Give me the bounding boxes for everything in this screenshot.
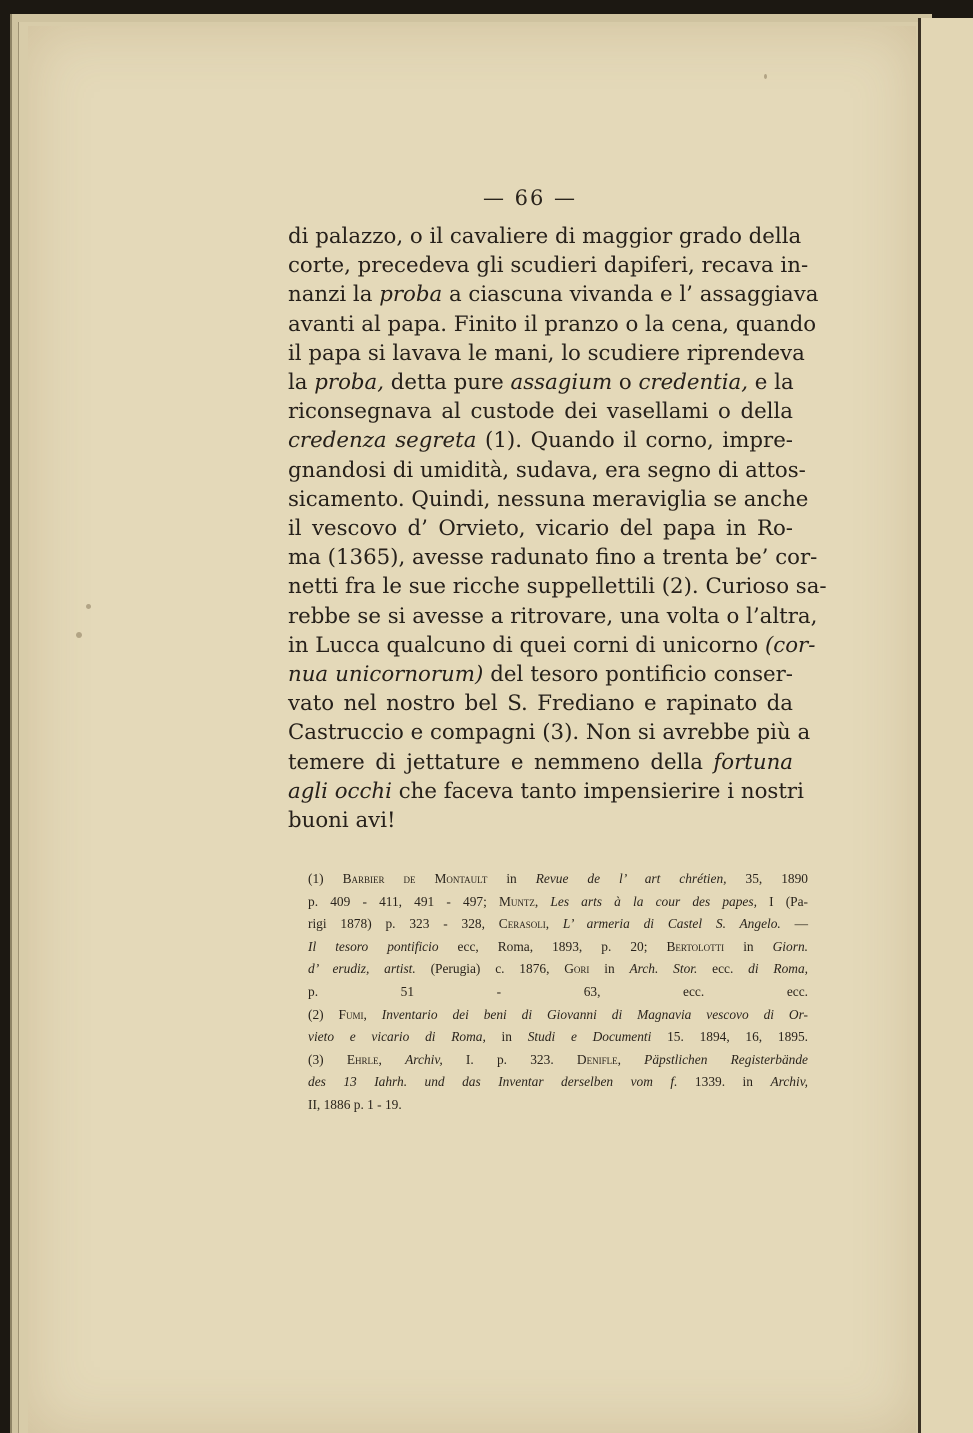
body-line (288, 222, 802, 251)
text-run: ma (1365), avesse radunato fino a trenta be’ cor- (288, 545, 818, 571)
text-run: — (780, 916, 808, 932)
text-run: in (487, 871, 536, 886)
paper-spot (764, 74, 767, 79)
text-run (538, 894, 550, 909)
text-run: rebbe se si avesse a ritrovare, una volta o l’altra, (288, 603, 818, 629)
text-run: Barbier de Montault (342, 871, 488, 886)
text-run: nanzi la (288, 282, 380, 308)
text-run: Archiv, (405, 1051, 443, 1067)
text-run: p. 409 - 411, 491 - 497; (308, 893, 499, 909)
text-run: 35, 1890 (726, 871, 808, 886)
text-run: in (724, 938, 773, 954)
text-run: avanti al papa. Finito il pranzo o la cena, quando (288, 311, 817, 337)
text-run: Muntz, (499, 893, 539, 909)
text-run: (Perugia) c. 1876, (415, 961, 565, 977)
text-run: Studi e Documenti (527, 1029, 652, 1045)
text-run (621, 1052, 644, 1067)
text-run: I (Pa- (756, 893, 809, 909)
text-run: Arch. Stor. (629, 961, 698, 977)
text-run: Gori (564, 961, 590, 977)
body-line (288, 748, 793, 777)
body-line (288, 602, 818, 631)
body-line (288, 426, 793, 455)
body-text (288, 222, 827, 835)
footnote-line (308, 891, 808, 914)
text-run: Ehrle, (346, 1051, 382, 1067)
text-run: rigi 1878) p. 323 - 328, (308, 916, 499, 932)
body-line (288, 485, 809, 514)
text-run: il vescovo d’ Orvieto, vicario del papa in Ro- (288, 516, 793, 542)
text-run: assagium (510, 370, 613, 396)
text-run: o (612, 370, 639, 396)
footnote-line (308, 1049, 808, 1072)
text-run: Giorn. (772, 938, 808, 954)
text-run: proba, (314, 370, 385, 396)
text-run: Il tesoro pontificio (308, 938, 439, 954)
footnote-line (308, 981, 808, 1004)
text-run: (1). Quando il corno, impre- (476, 428, 794, 454)
body-line (288, 280, 819, 309)
text-run: detta pure (384, 370, 511, 396)
text-run: che faceva tanto impensierire i nostri (391, 778, 804, 804)
footnote-line (308, 958, 808, 981)
text-run: netti fra le sue ricche suppellettili (2). Curioso sa- (288, 574, 827, 600)
text-run: gnandosi di umidità, sudava, era segno di attos- (288, 457, 806, 483)
text-run: ecc, Roma, 1893, p. 20; (438, 938, 667, 954)
footnote-line (308, 1094, 808, 1117)
text-run: (cor- (764, 632, 816, 658)
text-run: Cerasoli, (498, 916, 550, 932)
text-run: il papa si lavava le mani, lo scudiere riprendeva (288, 340, 805, 366)
text-run: vato nel nostro bel S. Frediano e rapinato da (288, 691, 793, 717)
text-run: in (589, 961, 630, 977)
text-run: ecc. (697, 961, 749, 977)
facing-page-edge (918, 18, 973, 1433)
body-line (288, 572, 827, 601)
body-line (288, 660, 793, 689)
text-run: di palazzo, o il cavaliere di maggior grado della (288, 224, 802, 249)
text-run: (1) (308, 871, 343, 886)
footnotes (308, 868, 808, 1117)
text-run: corte, precedeva gli scudieri dapiferi, recava in- (288, 253, 809, 279)
text-run: del tesoro pontificio conser- (483, 662, 793, 688)
footnote-line (308, 913, 808, 936)
body-line (288, 251, 809, 280)
text-run: la (288, 370, 315, 396)
text-run: 15. 1894, 16, 1895. (651, 1029, 809, 1045)
text-run: vieto e vicario di Roma, (308, 1029, 486, 1045)
text-run: agli occhi (288, 778, 392, 804)
body-line (288, 689, 793, 718)
body-line (288, 777, 804, 806)
body-line (288, 631, 816, 660)
footnote-line (308, 1026, 808, 1049)
paper-spot (86, 604, 91, 609)
text-run: Päpstlichen Registerbände (644, 1051, 808, 1067)
text-run (382, 1052, 405, 1067)
footnote-line (308, 1071, 808, 1094)
text-run: des 13 Iahrh. und das Inventar derselben vom f. (308, 1074, 678, 1090)
page-number: — 66 — (482, 186, 578, 210)
body-line (288, 368, 793, 397)
text-run: (3) (308, 1051, 347, 1067)
body-line (288, 456, 806, 485)
footnote-line (308, 936, 808, 959)
text-run: II, 1886 p. 1 - 19. (308, 1096, 402, 1112)
text-run (549, 916, 563, 931)
text-run: I. p. 323. (442, 1051, 577, 1067)
body-line (288, 543, 818, 572)
text-run: Fumi, (338, 1006, 367, 1022)
text-run: fortuna (713, 749, 793, 775)
paper-spot (76, 632, 82, 638)
text-run: L’ armeria di Castel S. Angelo. (562, 916, 781, 932)
text-run: Archiv, (770, 1074, 809, 1090)
body-line (288, 514, 793, 543)
text-run: Denifle, (576, 1051, 621, 1067)
text-run: di Roma, (748, 961, 808, 977)
text-run: Inventario dei beni di Giovanni di Magnavia vescovo di Or- (381, 1006, 808, 1022)
text-run: in (485, 1029, 528, 1045)
body-line (288, 718, 811, 747)
body-line (288, 310, 817, 339)
body-line (288, 397, 793, 426)
footnote-line (308, 868, 808, 891)
text-run: e la (748, 370, 794, 396)
text-run (367, 1007, 382, 1022)
text-run: riconsegnava al custode dei vasellami o della (288, 399, 793, 425)
text-run: (2) (308, 1006, 339, 1022)
text-run: 1339. in (677, 1074, 771, 1090)
text-run: credenza segreta (288, 428, 477, 454)
body-line (288, 806, 793, 835)
text-run: nua unicornorum) (288, 662, 484, 688)
text-run: sicamento. Quindi, nessuna meraviglia se anche (288, 486, 809, 512)
text-run: proba (379, 282, 443, 308)
text-run: d’ erudiz, artist. (308, 961, 416, 977)
text-run: Bertolotti (666, 938, 725, 954)
text-run: Revue de l’ art chrétien, (535, 871, 727, 886)
footnote-line (308, 1004, 808, 1027)
text-run: buoni avi! (288, 808, 396, 834)
text-run: temere di jettature e nemmeno della (288, 749, 714, 775)
text-run: p. 51 - 63, ecc. ecc. (308, 983, 808, 999)
text-run: credentia, (638, 370, 749, 396)
text-run: in Lucca qualcuno di quei corni di unicorno (288, 632, 765, 658)
body-line (288, 339, 805, 368)
text-run: a ciascuna vivanda e l’ assaggiava (442, 282, 819, 308)
text-run: Castruccio e compagni (3). Non si avrebbe più a (288, 720, 811, 746)
text-run: Les arts à la cour des papes, (550, 893, 757, 909)
